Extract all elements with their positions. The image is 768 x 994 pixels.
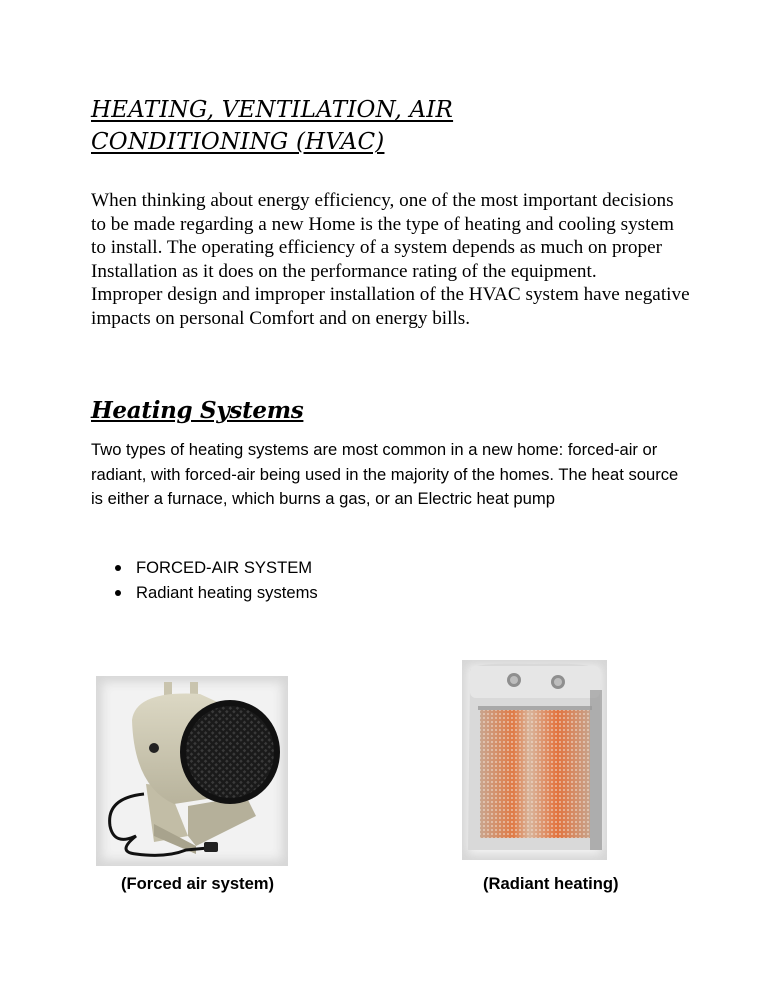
list-item xyxy=(115,580,318,605)
photo-frame xyxy=(462,660,607,860)
radiant-heating-caption: (Radiant heating) xyxy=(483,874,619,893)
forced-air-caption: (Forced air system) xyxy=(121,874,275,893)
heating-systems-heading: Heating Systems xyxy=(91,397,304,424)
heating-systems-body: Two types of heating systems are most common in a new home: forced-air or radiant, with forced-air being used in the majority of the homes. The heat source is either a furnace, which burns a gas, or an Electric heat pump xyxy=(91,440,679,508)
list-item-label: Radiant heating systems xyxy=(136,583,318,602)
forced-air-heater-icon xyxy=(96,676,288,866)
photo-frame xyxy=(96,676,288,866)
intro-paragraph-2: Improper design and improper installation of the HVAC system have negative impacts on personal Comfort and on energy bills. xyxy=(91,284,690,329)
radiant-heater-photo xyxy=(462,660,607,860)
list-item-label: FORCED-AIR SYSTEM xyxy=(136,558,313,577)
heating-types-list xyxy=(115,555,318,605)
radiant-heater-icon xyxy=(462,660,607,860)
document-title xyxy=(91,94,551,158)
bullet-icon xyxy=(115,590,121,596)
forced-air-heater-photo xyxy=(96,676,288,866)
intro-paragraph-1: When thinking about energy efficiency, one of the most important decisions to be made regarding a new Home is the type of heating and cooling system to install. The operating efficiency of a system depends as much on proper Installation as it does on the performance rating of the equipment. xyxy=(91,190,674,282)
intro-text xyxy=(91,189,691,330)
title-line-1: HEATING, VENTILATION, AIR xyxy=(91,97,454,123)
bullet-icon xyxy=(115,565,121,571)
list-item xyxy=(115,555,318,580)
title-line-2: CONDITIONING (HVAC) xyxy=(91,129,385,155)
